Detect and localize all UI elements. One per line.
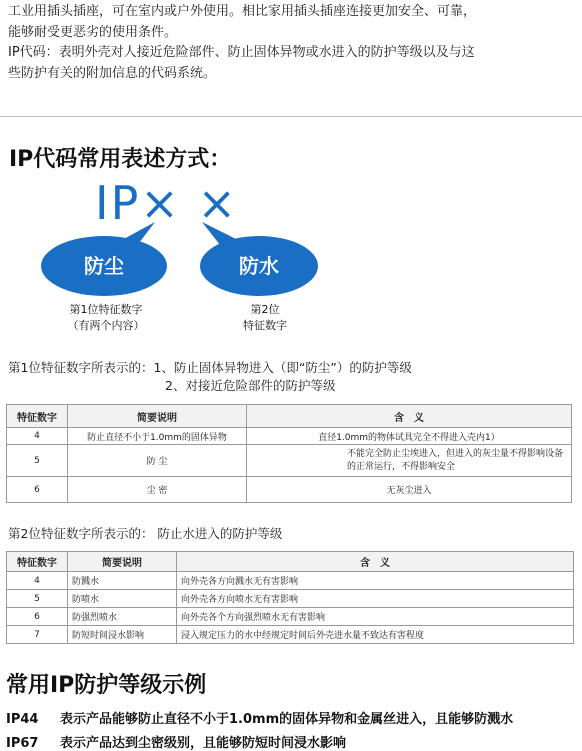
- column-header: 简要说明: [68, 552, 177, 572]
- table-row: [7, 477, 572, 503]
- cell-num: 6: [7, 477, 68, 503]
- ip-code-label: IP× ×: [95, 176, 239, 230]
- cell-num: 4: [7, 572, 68, 590]
- table-row: [7, 572, 574, 590]
- intro-line: 些防护有关的附加信息的代码系统。: [8, 65, 217, 81]
- table-row: [7, 590, 574, 608]
- table-row: [7, 428, 572, 445]
- bubble-dust-label: 防尘: [84, 254, 124, 278]
- caption-line: 第1位特征数字: [69, 303, 143, 316]
- section-title-ip-code: IP代码常用表述方式：: [9, 147, 232, 172]
- cell-brief: 防止直径不小于1.0mm的固体异物: [68, 428, 247, 445]
- cell-meaning: 向外壳各方向喷水无有害影响: [177, 590, 574, 608]
- cell-brief: 防喷水: [68, 590, 177, 608]
- cell-num: 7: [7, 626, 68, 644]
- table-row: [7, 445, 572, 477]
- example-text: 表示产品达到尘密级别，且能够防短时间浸水影响: [60, 736, 347, 751]
- cell-meaning: 直径1.0mm的物体试具完全不得进入壳内1）: [247, 428, 572, 445]
- ip-diagram: [0, 0, 582, 330]
- column-header: 特征数字: [7, 405, 68, 428]
- cell-brief: 防强烈喷水: [68, 608, 177, 626]
- cell-brief: 防短时间浸水影响: [68, 626, 177, 644]
- column-header: 含 义: [247, 405, 572, 428]
- cell-num: 4: [7, 428, 68, 445]
- cell-meaning: 不能完全防止尘埃进入，但进入的灰尘量不得影响设备的正常运行，不得影响安全: [247, 445, 572, 477]
- cell-meaning: 浸入规定压力的水中经规定时间后外壳进水量不致达有害程度: [177, 626, 574, 644]
- caption-second-digit: [225, 302, 305, 334]
- cell-num: 5: [7, 590, 68, 608]
- table-row: [7, 626, 574, 644]
- first-digit-desc-line1: 第1位特征数字所表示的：1、防止固体异物进入（即“防尘”）的防护等级: [8, 360, 412, 375]
- intro-line: IP代码：表明外壳对人接近危险部件、防止固体异物或水进入的防护等级以及与这: [8, 45, 475, 60]
- intro-line: 能够耐受更恶劣的使用条件。: [8, 24, 178, 40]
- first-digit-table: [6, 404, 572, 503]
- cell-brief: 防 尘: [68, 445, 247, 477]
- example-code: IP67: [6, 736, 39, 751]
- example-row: [6, 732, 346, 751]
- cell-num: 6: [7, 608, 68, 626]
- section-title-examples: 常用IP防护等级示例: [6, 673, 207, 698]
- bubble-water-label: 防水: [239, 254, 279, 278]
- caption-first-digit: [46, 302, 166, 334]
- caption-line: （有两个内容）: [67, 319, 145, 332]
- example-row: [6, 708, 513, 727]
- cell-num: 5: [7, 445, 68, 477]
- table-row: [7, 608, 574, 626]
- cell-meaning: 向外壳各个方向强烈喷水无有害影响: [177, 608, 574, 626]
- example-code: IP44: [6, 712, 39, 727]
- second-digit-desc: 第2位特征数字所表示的： 防止水进入的防护等级: [8, 526, 283, 541]
- cell-meaning: 向外壳各方向溅水无有害影响: [177, 572, 574, 590]
- first-digit-desc-line2: 2、对接近危险部件的防护等级: [165, 378, 336, 393]
- cell-meaning: 无灰尘进入: [247, 477, 572, 503]
- cell-brief: 尘 密: [68, 477, 247, 503]
- example-text: 表示产品能够防止直径不小于1.0mm的固体异物和金属丝进入，且能够防溅水: [60, 712, 514, 727]
- column-header: 含 义: [177, 552, 574, 572]
- column-header: 简要说明: [68, 405, 247, 428]
- second-digit-table: [6, 551, 574, 644]
- caption-line: 特征数字: [243, 319, 287, 332]
- caption-line: 第2位: [250, 303, 280, 316]
- intro-line: 工业用插头插座，可在室内或户外使用。相比家用插头插座连接更加安全、可靠，: [8, 4, 477, 19]
- column-header: 特征数字: [7, 552, 68, 572]
- cell-brief: 防溅水: [68, 572, 177, 590]
